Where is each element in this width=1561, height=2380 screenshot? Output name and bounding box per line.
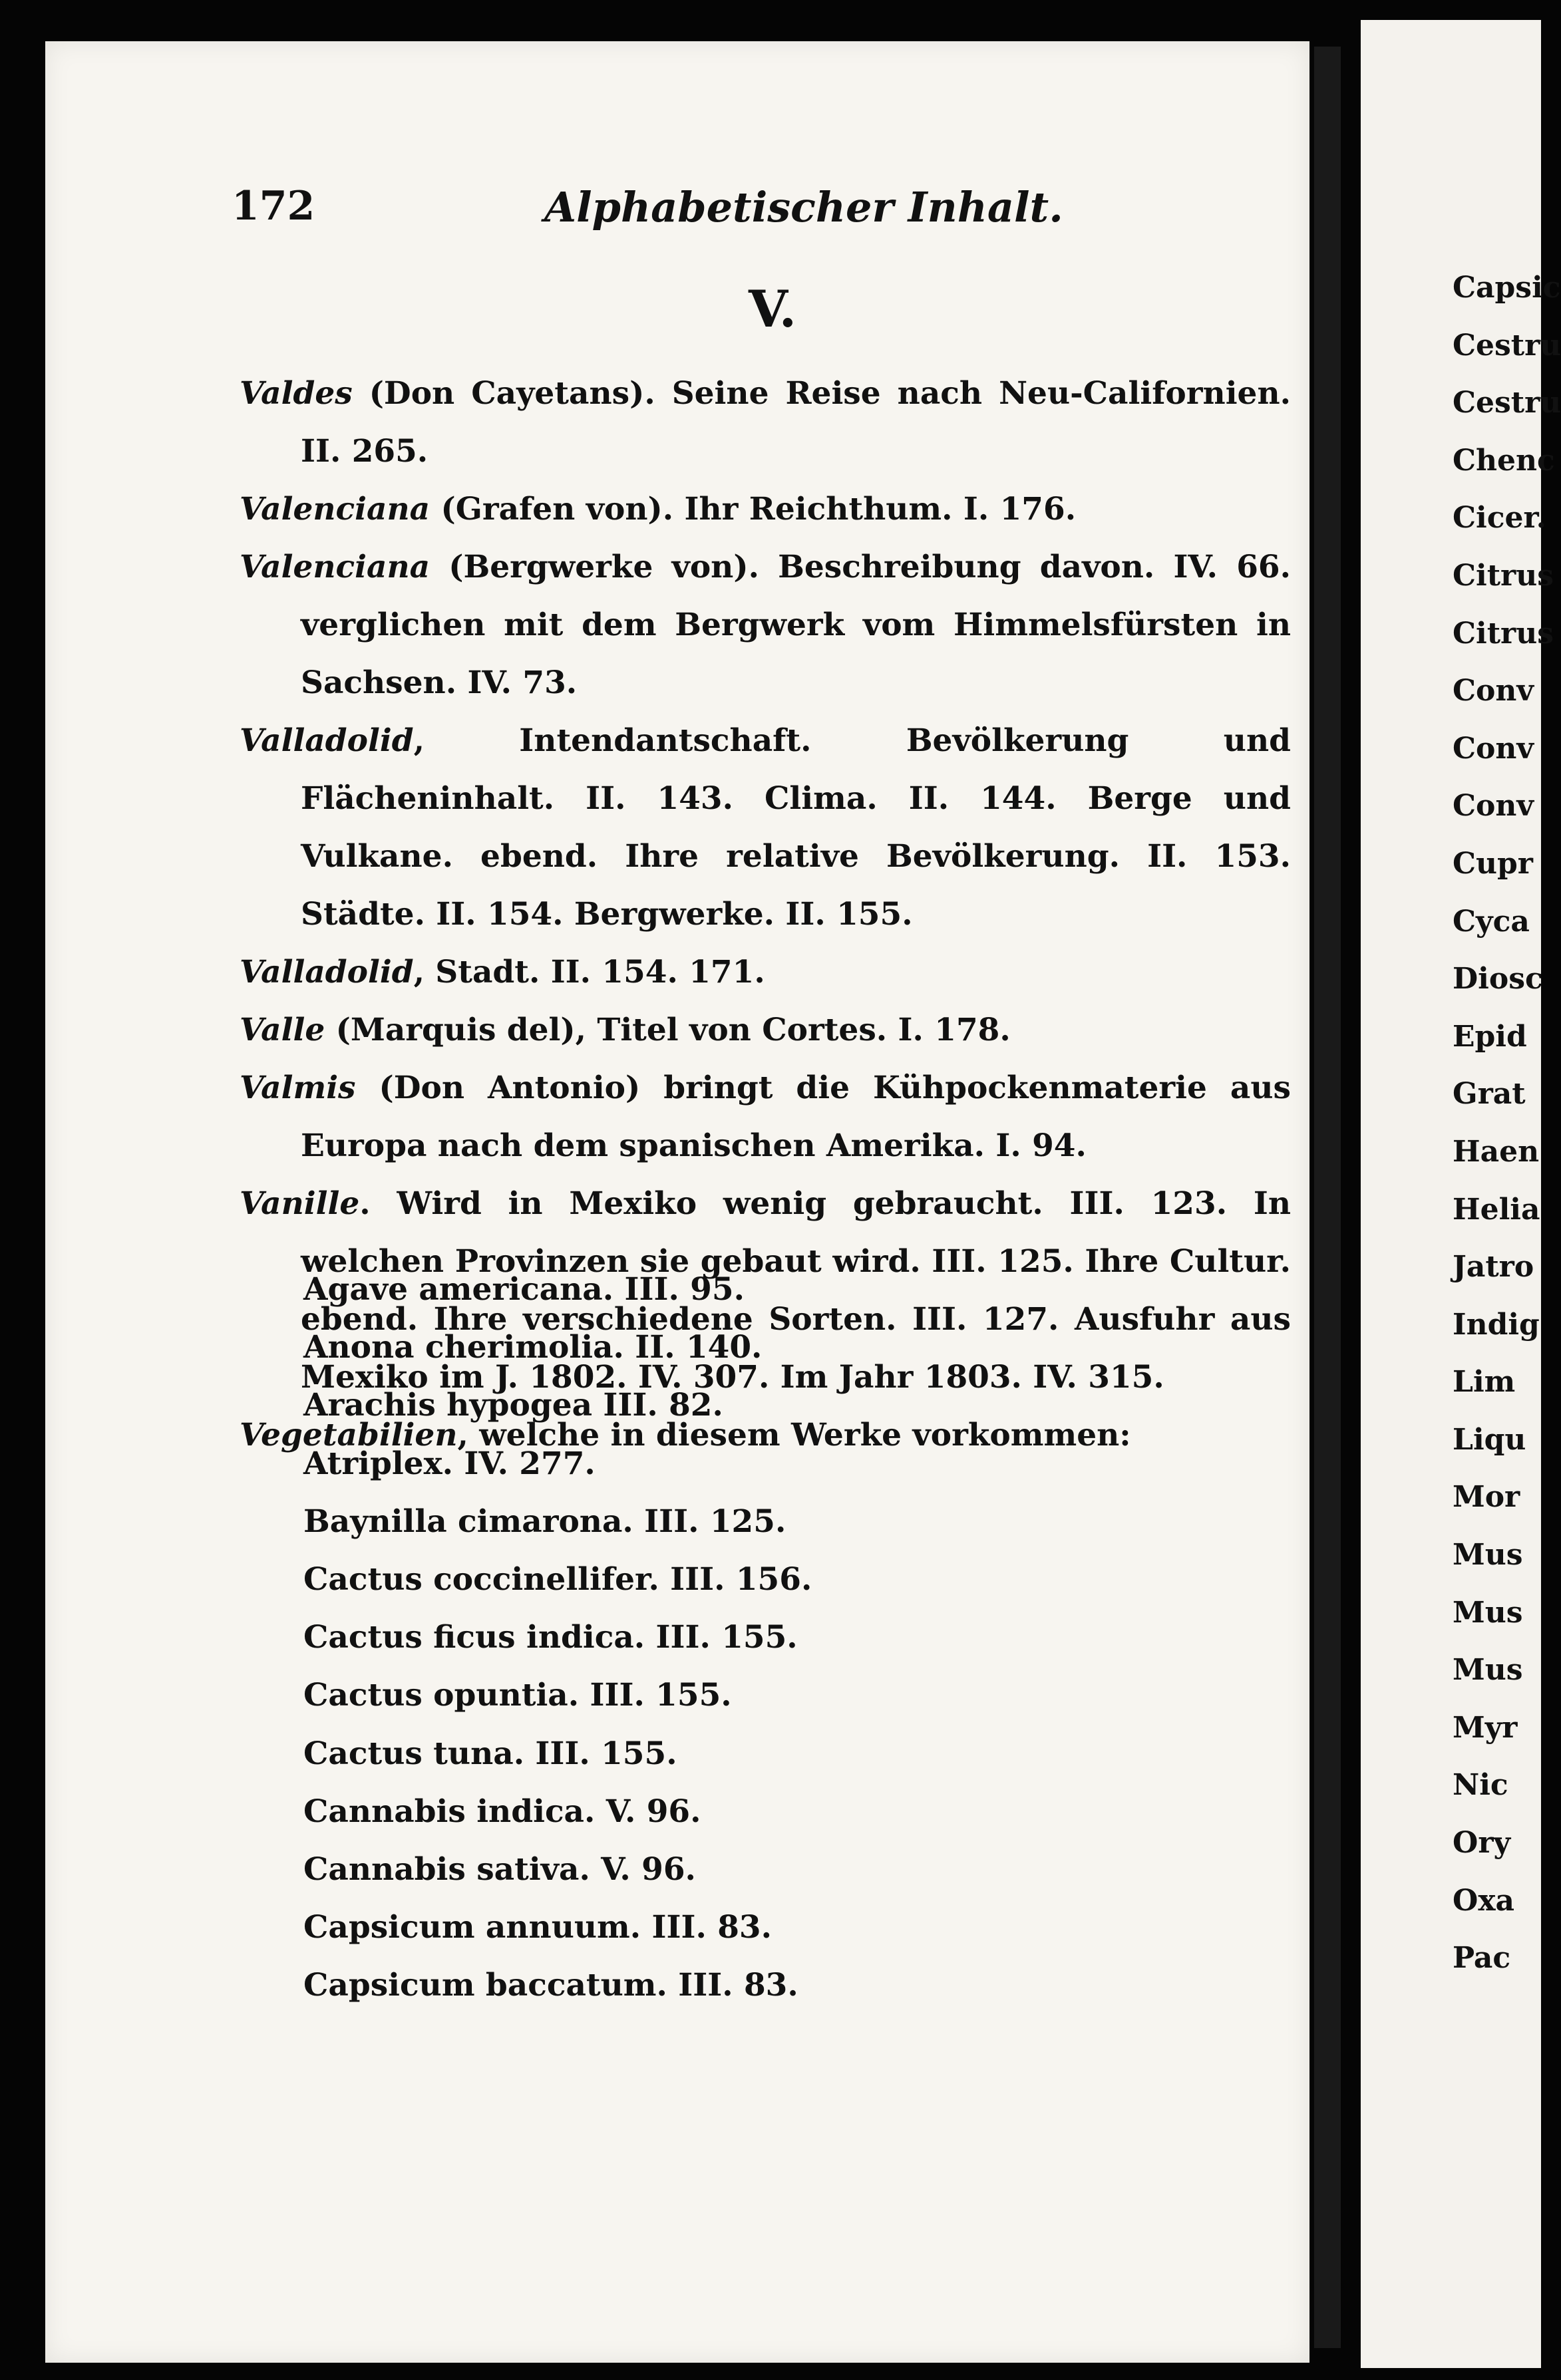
entry-text: (Don Antonio) bringt die Kühpockenmaterie aus Europa nach dem spanischen Amerika. I. 94.	[301, 1070, 1291, 1164]
entry-headword: Valle	[240, 1012, 325, 1048]
plant-entry: Baynilla cimarona. III. 125.	[303, 1503, 786, 1540]
entry-text: (Grafen von). Ihr Reichthum. I. 176.	[430, 491, 1077, 527]
entry-headword: Vanille	[240, 1185, 360, 1222]
index-entry	[240, 712, 1291, 943]
right-page-fragment: Mus	[1453, 1595, 1523, 1630]
plant-entry: Capsicum annuum. III. 83.	[303, 1909, 772, 1946]
entry-headword: Valenciana	[240, 491, 431, 527]
plant-entry: Cactus tuna. III. 155.	[303, 1735, 677, 1772]
right-page-fragment: Epid	[1453, 1019, 1527, 1054]
right-page-fragment: Diosc	[1453, 962, 1543, 996]
right-page-fragment: Citrus	[1453, 558, 1554, 593]
book-gutter	[1314, 47, 1341, 2348]
index-entry	[240, 365, 1291, 480]
right-page-fragment: Mus	[1453, 1653, 1523, 1688]
right-page-fragment: Cupr	[1453, 846, 1533, 881]
plant-entry: Capsicum baccatum. III. 83.	[303, 1967, 798, 2004]
plant-entry: Cannabis sativa. V. 96.	[303, 1851, 696, 1888]
right-page-fragment: Jatro	[1453, 1250, 1534, 1284]
entry-headword: Valenciana	[240, 549, 431, 585]
right-page-fragment: Nic	[1453, 1768, 1508, 1803]
index-entry	[240, 1059, 1291, 1175]
entry-text: (Bergwerke von). Beschreibung davon. IV. 66. verglichen mit dem Bergwerk vom Himmelsfürsten in Sachsen. IV. 73.	[301, 549, 1291, 701]
right-page-fragment: Helia	[1453, 1192, 1540, 1227]
right-page-fragment: Conv	[1453, 674, 1534, 708]
entry-headword: Vegetabilien	[240, 1417, 458, 1453]
right-page-fragment: Capsic	[1453, 271, 1561, 305]
entry-text: , welche in diesem Werke vorkommen:	[457, 1417, 1131, 1453]
plant-entry: Cactus coccinellifer. III. 156.	[303, 1561, 812, 1598]
entry-text: , Intendantschaft. Bevölkerung und Flächeninhalt. II. 143. Clima. II. 144. Berge und Vulkane. ebend. Ihre relative Bevölkerung. II. 153. Städte. II. 154. Bergwerke. II. 155.	[301, 722, 1291, 933]
page-header	[232, 183, 1296, 243]
right-page-fragment: Oxa	[1453, 1883, 1515, 1918]
right-page-fragment: Mus	[1453, 1538, 1523, 1572]
right-page	[1361, 20, 1561, 2368]
right-page-fragment: Liqu	[1453, 1422, 1526, 1457]
right-page-fragment: Lim	[1453, 1365, 1516, 1400]
right-page-fragment: Ory	[1453, 1826, 1511, 1860]
entry-headword: Valdes	[240, 375, 353, 412]
right-page-fragment: Citrus	[1453, 616, 1554, 651]
plant-entry: Cannabis indica. V. 96.	[303, 1793, 701, 1830]
right-page-fragment: Grat	[1453, 1077, 1526, 1112]
right-page-fragment: Myr	[1453, 1710, 1518, 1745]
right-page-fragment: Cicer.	[1453, 501, 1546, 535]
plant-entry: Cactus opuntia. III. 155.	[303, 1677, 732, 1714]
plant-entry: Atriplex. IV. 277.	[303, 1445, 596, 1482]
page-number: 172	[232, 183, 315, 229]
plant-entry: Cactus ficus indica. III. 155.	[303, 1619, 798, 1656]
section-letter: V.	[749, 279, 797, 339]
right-page-fragment: Cyca	[1453, 904, 1530, 939]
right-page-column	[1453, 259, 1559, 1988]
index-entry	[240, 1001, 1291, 1059]
index-entry	[240, 480, 1291, 538]
right-page-fragment: Pac	[1453, 1941, 1511, 1976]
entry-headword: Valladolid	[240, 722, 414, 759]
entry-text: (Don Cayetans). Seine Reise nach Neu-Californien. II. 265.	[301, 375, 1291, 470]
right-page-fragment: Conv	[1453, 789, 1534, 823]
entry-text: (Marquis del), Titel von Cortes. I. 178.	[325, 1012, 1011, 1048]
plant-entry: Agave americana. III. 95.	[303, 1271, 745, 1308]
entry-text: , Stadt. II. 154. 171.	[413, 954, 765, 990]
entry-headword: Valladolid	[240, 954, 414, 990]
plant-entry: Anona cherimolia. II. 140.	[303, 1329, 763, 1366]
right-page-fragment: Conv	[1453, 731, 1534, 766]
plant-entry: Arachis hypogea III. 82.	[303, 1387, 723, 1424]
index-entry	[240, 943, 1291, 1001]
right-page-fragment: Mor	[1453, 1480, 1520, 1515]
right-page-fragment: Chenc	[1453, 443, 1555, 478]
running-title: Alphabetischer Inhalt.	[544, 183, 1063, 231]
entry-text: . Wird in Mexiko wenig gebraucht. III. 123. In welchen Provinzen sie gebaut wird. III. 125. Ihre Cultur. ebend. Ihre verschiedene Sorten. III. 127. Ausfuhr aus Mexiko im J. 1802. IV. 307. Im Jahr 1803. IV. 315.	[301, 1185, 1291, 1396]
index-entry	[240, 538, 1291, 712]
right-page-fragment: Cestru	[1453, 386, 1561, 420]
right-page-fragment: Indig	[1453, 1307, 1540, 1342]
right-page-fragment: Haen	[1453, 1134, 1540, 1169]
right-page-fragment: Cestru	[1453, 328, 1561, 363]
vegetabilien-list	[303, 1261, 1168, 2015]
entry-headword: Valmis	[240, 1070, 356, 1106]
